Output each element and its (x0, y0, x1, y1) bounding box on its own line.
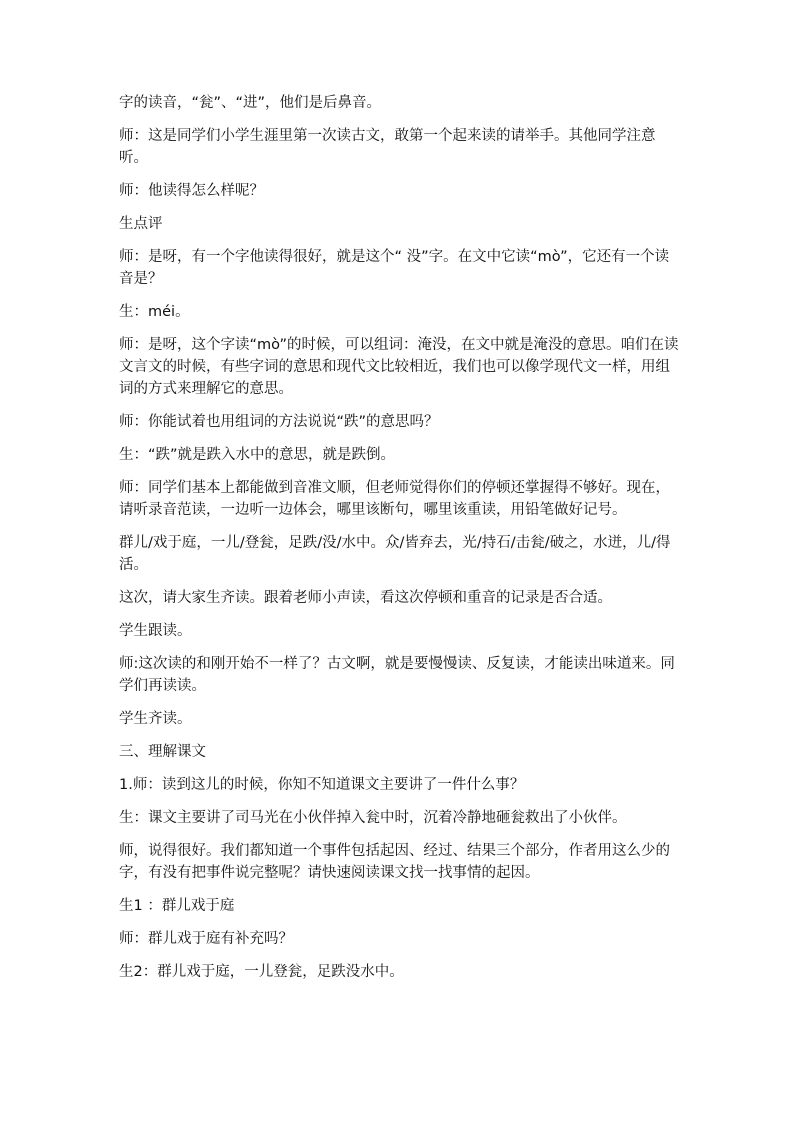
paragraph: 师：同学们基本上都能做到音准文顺，但老师觉得你们的停顿还掌握得不够好。现在，请听录音范读，一边听一边体会，哪里该断句，哪里该重读，用铅笔做好记号。 (119, 480, 670, 518)
paragraph: 群儿/戏于庭，一儿/登瓮，足跌/没/水中。众/皆弃去，光/持石/击瓮/破之，水迸，儿/得活。 (119, 535, 671, 573)
paragraph: 师：是呀，有一个字他读得很好，就是这个“ 没”字。在文中它读“mò”，它还有一个读音是？ (119, 249, 670, 287)
paragraph: 学生齐读。 (119, 711, 192, 727)
document-page (119, 92, 679, 994)
paragraph: 学生跟读。 (119, 623, 192, 639)
paragraph: 师：这是同学们小学生涯里第一次读古文，敢第一个起来读的请举手。其他同学注意听。 (119, 128, 656, 166)
paragraph: 1.师：读到这儿的时候，你知不知道课文主要讲了一件什么事？ (119, 777, 525, 793)
paragraph: 生2：群儿戏于庭，一儿登瓮，足跌没水中。 (119, 964, 404, 980)
paragraph: 生：méi。 (119, 304, 190, 320)
paragraph: 师：你能试着也用组词的方法说说“跌”的意思吗？ (119, 414, 439, 430)
paragraph: 字的读音，“瓮”、“进”，他们是后鼻音。 (119, 95, 382, 111)
paragraph: 师，说得很好。我们都知道一个事件包括起因、经过、结果三个部分，作者用这么少的字，有没有把事件说完整呢？请快速阅读课文找一找事情的起因。 (119, 843, 670, 881)
paragraph: 师：群儿戏于庭有补充吗？ (119, 931, 293, 947)
paragraph: 生：课文主要讲了司马光在小伙伴掉入瓮中时，沉着冷静地砸瓮救出了小伙伴。 (119, 810, 627, 826)
paragraph: 生点评 (119, 216, 163, 232)
paragraph: 生1 ：群儿戏于庭 (119, 898, 235, 914)
paragraph: 这次，请大家生齐读。跟着老师小声读，看这次停顿和重音的记录是否合适。 (119, 590, 612, 606)
paragraph: 生：“跌”就是跌入水中的意思，就是跌倒。 (119, 447, 396, 463)
section-heading: 三、理解课文 (119, 744, 206, 760)
paragraph: 师：是呀，这个字读“mò”的时候，可以组词：淹没，在文中就是淹没的意思。咱们在读文言文的时候，有些字词的意思和现代文比较相近，我们也可以像学现代文一样，用组词的方式来理解它的意思。 (119, 337, 679, 397)
paragraph: 师:这次读的和刚开始不一样了？古文啊，就是要慢慢读、反复读，才能读出味道来。同学们再读读。 (119, 656, 675, 694)
paragraph: 师：他读得怎么样呢？ (119, 183, 264, 199)
